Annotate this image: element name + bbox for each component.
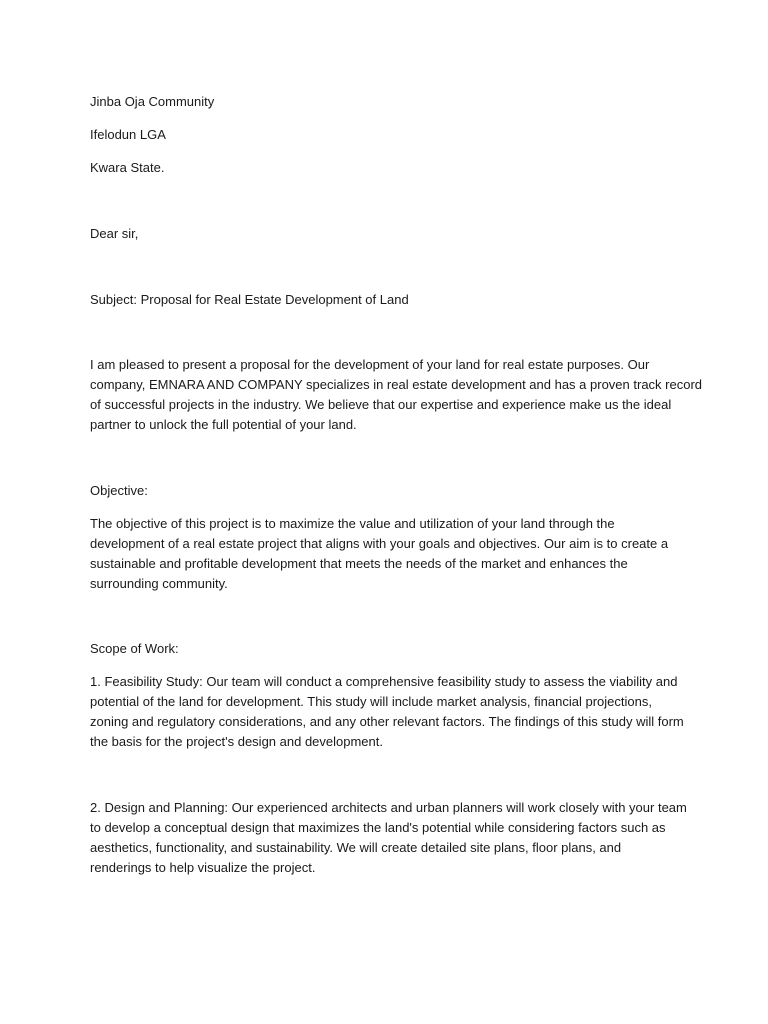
- scope-item-line: aesthetics, functionality, and sustainability. We will create detailed site plans, floor plans, and: [90, 840, 622, 855]
- objective-line: sustainable and profitable development that meets the needs of the market and enhances the: [90, 556, 628, 571]
- intro-line: partner to unlock the full potential of your land.: [90, 417, 357, 432]
- intro-paragraph: [90, 355, 703, 435]
- subject-line: Subject: Proposal for Real Estate Development of Land: [90, 292, 409, 307]
- salutation: Dear sir,: [90, 226, 139, 241]
- intro-line: of successful projects in the industry. We believe that our expertise and experience make us the ideal: [90, 397, 672, 412]
- scope-item-line: renderings to help visualize the project.: [90, 860, 316, 875]
- objective-heading: Objective:: [90, 483, 148, 498]
- intro-line: company, EMNARA AND COMPANY specializes in real estate development and has a proven track record: [90, 377, 703, 392]
- scope-item-feasibility: [90, 672, 690, 752]
- address-line-community: Jinba Oja Community: [90, 94, 215, 109]
- objective-line: development of a real estate project that aligns with your goals and objectives. Our aim is to create a: [90, 536, 669, 551]
- address-line-lga: Ifelodun LGA: [90, 127, 166, 142]
- scope-item-line: zoning and regulatory considerations, and any other relevant factors. The findings of this study will form: [90, 714, 684, 729]
- scope-item-line: the basis for the project's design and development.: [90, 734, 383, 749]
- address-line-state: Kwara State.: [90, 160, 165, 175]
- scope-item-line: potential of the land for development. This study will include market analysis, financial projections,: [90, 694, 652, 709]
- objective-line: The objective of this project is to maximize the value and utilization of your land through the: [90, 516, 615, 531]
- scope-item-line: 2. Design and Planning: Our experienced architects and urban planners will work closely with your team: [90, 800, 687, 815]
- intro-line: I am pleased to present a proposal for the development of your land for real estate purposes. Our: [90, 357, 650, 372]
- scope-item-line: to develop a conceptual design that maximizes the land's potential while considering factors such as: [90, 820, 666, 835]
- scope-heading: Scope of Work:: [90, 641, 179, 656]
- scope-item-line: 1. Feasibility Study: Our team will conduct a comprehensive feasibility study to assess the viability and: [90, 674, 678, 689]
- objective-paragraph: [90, 514, 690, 594]
- scope-item-design: [90, 798, 690, 878]
- objective-line: surrounding community.: [90, 576, 228, 591]
